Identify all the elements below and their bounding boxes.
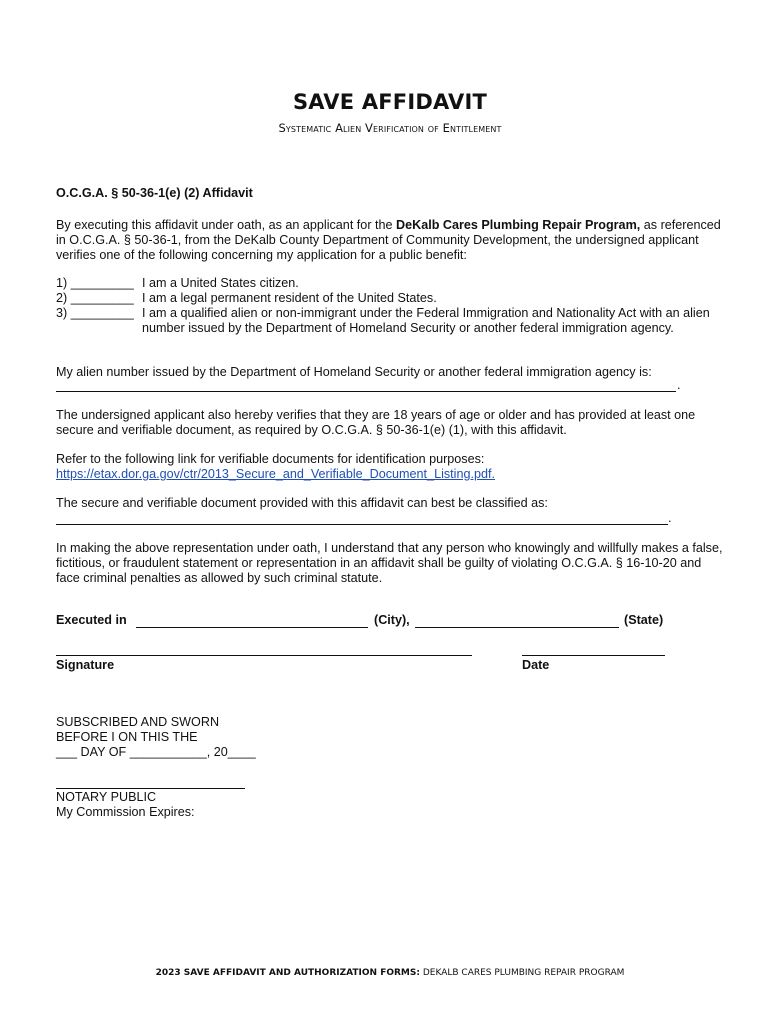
option-text: I am a United States citizen. — [142, 276, 299, 290]
option-blank[interactable]: 2) _________ — [56, 291, 134, 305]
oath-paragraph: In making the above representation under oath, I understand that any person who knowingly and willfully makes a false, fictitious, or fraudulent statement or representation in an affidavit shall be guilty of violating O.C.G.A. § 16-10-20 and face criminal penalties as allowed by such criminal statute. — [56, 541, 723, 585]
alien-number-period: . — [677, 378, 681, 392]
intro-paragraph — [56, 218, 724, 263]
notary-line-1: SUBSCRIBED AND SWORN — [56, 715, 220, 729]
document-class-label: The secure and verifiable document provided with this affidavit can best be classified as: — [56, 496, 548, 510]
notary-signature-field[interactable] — [56, 788, 245, 789]
notary-line-3[interactable]: ___ DAY OF ___________, 20____ — [56, 745, 256, 759]
option-blank[interactable]: 1) _________ — [56, 276, 134, 290]
document-class-period: . — [668, 511, 672, 525]
notary-public-block — [56, 790, 195, 820]
signature-label: Signature — [56, 658, 115, 672]
city-label: (City), — [374, 613, 410, 627]
intro-text-1: By executing this affidavit under oath, as an applicant for the — [56, 218, 397, 232]
age-statement: The undersigned applicant also hereby verifies that they are 18 years of age or older and has provided at least one secure and verifiable document, as required by O.C.G.A. § 50-36-1(e) (1), with this affidavit. — [56, 408, 696, 437]
document-listing-link[interactable]: https://etax.dor.ga.gov/ctr/2013_Secure_and_Verifiable_Document_Listing.pdf. — [56, 467, 495, 481]
document-subtitle: Systematic Alien Verification of Entitlement — [278, 121, 502, 135]
state-label: (State) — [624, 613, 664, 627]
option-text: I am a qualified alien or non-immigrant under the Federal Immigration and Nationality Act with an alien number issued by the Department of Homeland Security or another federal immigration agency. — [142, 306, 710, 335]
signature-field[interactable] — [56, 655, 472, 656]
state-field[interactable] — [415, 627, 619, 628]
alien-number-label: My alien number issued by the Department of Homeland Security or another federal immigration agency is: — [56, 365, 652, 379]
program-name: DeKalb Cares Plumbing Repair Program, — [396, 218, 641, 232]
page-footer — [0, 968, 770, 978]
footer-text: DEKALB CARES PLUMBING REPAIR PROGRAM — [419, 968, 625, 978]
document-title: SAVE AFFIDAVIT — [292, 90, 488, 114]
document-class-field[interactable] — [56, 524, 668, 525]
date-label: Date — [522, 658, 550, 672]
notary-block — [56, 715, 256, 760]
alien-number-field[interactable] — [56, 391, 676, 392]
refer-paragraph — [56, 452, 724, 482]
option-qualified-alien — [56, 306, 724, 336]
notary-line-2: BEFORE I ON THIS THE — [56, 730, 198, 744]
option-permanent-resident — [56, 291, 724, 306]
date-field[interactable] — [522, 655, 665, 656]
footer-bold: 2023 SAVE AFFIDAVIT AND AUTHORIZATION FORMS: — [155, 968, 420, 978]
option-blank[interactable]: 3) _________ — [56, 306, 134, 320]
city-field[interactable] — [136, 627, 368, 628]
executed-in-label: Executed in — [56, 613, 127, 627]
commission-expires-label: My Commission Expires: — [56, 805, 195, 819]
intro-text-2: as referenced in O.C.G.A. § 50-36-1, from the DeKalb County Department of Community Development, the undersigned applicant verifies one of the following concerning my application for a public benefit: — [56, 218, 721, 262]
section-heading: O.C.G.A. § 50-36-1(e) (2) Affidavit — [56, 186, 253, 200]
status-options — [56, 276, 724, 336]
refer-text: Refer to the following link for verifiable documents for identification purposes: — [56, 452, 485, 466]
option-text: I am a legal permanent resident of the United States. — [142, 291, 437, 305]
option-citizen — [56, 276, 724, 291]
notary-public-label: NOTARY PUBLIC — [56, 790, 157, 804]
